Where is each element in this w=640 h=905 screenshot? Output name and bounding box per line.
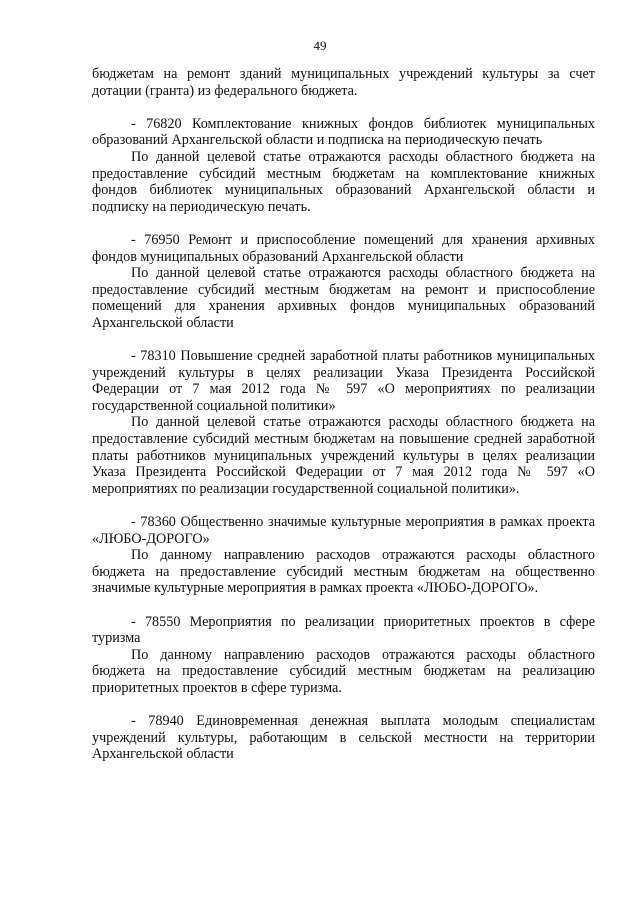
page-number: 49 xyxy=(313,38,327,53)
item-heading-78550: - 78550 Мероприятия по реализации приоритетных проектов в сфере туризма xyxy=(92,613,595,647)
document-body xyxy=(92,66,595,763)
item-description-78310: По данной целевой статье отражаются расходы областного бюджета на предоставление субсидий местным бюджетам на повышение средней заработной платы работников муниципальных учреждений культуры в целях реализации Указа Президента Российской Федерации от 7 мая 2012 года № 597 «О мероприятиях по реализации государственной социальной политики». xyxy=(92,414,595,497)
item-description-76950: По данной целевой статье отражаются расходы областного бюджета на предоставление субсидий местным бюджетам на ремонт и приспособление помещений для хранения архивных фондов муниципальных образований Архангельской области xyxy=(92,265,595,331)
item-heading-76820: - 76820 Комплектование книжных фондов библиотек муниципальных образований Архангельской области и подписка на периодическую печать xyxy=(92,115,595,149)
item-heading-78310: - 78310 Повышение средней заработной платы работников муниципальных учреждений культуры в целях реализации Указа Президента Российской Федерации от 7 мая 2012 года № 597 «О мероприятиях по реализации государственной социальной политики» xyxy=(92,348,595,414)
paragraph-gap xyxy=(92,697,595,714)
item-description-78360: По данному направлению расходов отражаются расходы областного бюджета на предоставление субсидий местным бюджетам на общественно значимые культурные мероприятия в рамках проекта «ЛЮБО-ДОРОГО». xyxy=(92,547,595,597)
paragraph-continuation: бюджетам на ремонт зданий муниципальных учреждений культуры за счет дотации (гранта) из федерального бюджета. xyxy=(92,66,595,99)
paragraph-gap xyxy=(92,215,595,232)
item-heading-78360: - 78360 Общественно значимые культурные мероприятия в рамках проекта «ЛЮБО-ДОРОГО» xyxy=(92,514,595,547)
paragraph-gap xyxy=(92,597,595,614)
item-description-78550: По данному направлению расходов отражаются расходы областного бюджета на предоставление субсидий местным бюджетам на реализацию приоритетных проектов в сфере туризма. xyxy=(92,646,595,696)
paragraph-gap xyxy=(92,99,595,116)
item-description-76820: По данной целевой статье отражаются расходы областного бюджета на предоставление субсидий местным бюджетам на комплектование книжных фондов библиотек муниципальных образований Архангельской области и подписку на периодическую печать. xyxy=(92,148,595,215)
paragraph-gap xyxy=(92,497,595,514)
paragraph-gap xyxy=(92,332,595,349)
item-heading-78940: - 78940 Единовременная денежная выплата молодым специалистам учреждений культуры, работающим в сельской местности на территории Архангельской области xyxy=(92,713,595,763)
item-heading-76950: - 76950 Ремонт и приспособление помещений для хранения архивных фондов муниципальных образований Архангельской области xyxy=(92,231,595,265)
